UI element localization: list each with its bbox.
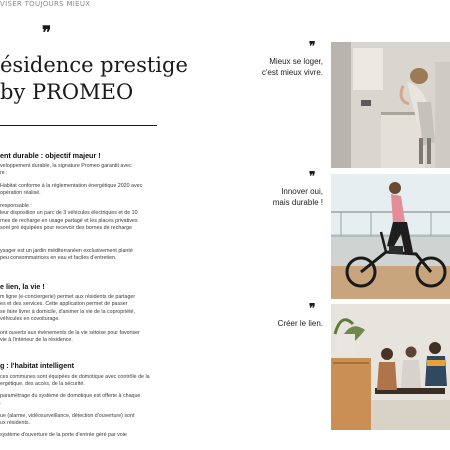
text-line: ont ouverts aux évènements de la vie sétoise pour favoriser	[0, 330, 140, 336]
quote-line: Innover oui,	[281, 187, 323, 196]
section-paragraph	[0, 203, 138, 233]
text-line: véhicules en covoiturage.	[0, 316, 60, 323]
quote-line: Mieux se loger,	[269, 57, 323, 66]
text-line: système d'ouverture de la porte d'entrée géré par voie	[0, 432, 127, 438]
header-tagline: VISER TOUJOURS MIEUX	[0, 0, 91, 8]
quote-mark-icon: ❞	[309, 169, 316, 183]
section-paragraph	[0, 393, 140, 408]
quote-line: Créer le lien.	[277, 319, 323, 328]
text-line: es et des services. Cette application permet de passer	[0, 301, 128, 308]
text-line: opération réalisé.	[0, 190, 41, 197]
quote-mark-icon: ❞	[309, 39, 316, 53]
quote-line: mais durable !	[272, 198, 323, 207]
text-line: paramétrage du système de domotique est offerte à chaque	[0, 393, 141, 399]
text-line: .	[0, 400, 2, 407]
text-line: ux résidents.	[0, 420, 31, 427]
quote-line: c'est mieux vivre.	[261, 68, 323, 77]
text-line: sont pré équipées pour recevoir des bornes de recharge	[0, 225, 132, 232]
text-line: peu consommatrices en eau et faciles d'entretien.	[0, 255, 117, 262]
quote-text	[163, 56, 323, 78]
text-line: rnes de recharge en usage partagé et les places privatives	[0, 217, 138, 224]
couple-dancing-kitchen-photo	[331, 42, 450, 168]
quote-text	[163, 186, 323, 208]
section-paragraph	[0, 183, 142, 198]
text-line: ysager est un jardin méditerranéen exclusivement planté	[0, 248, 133, 254]
section-heading: ent durable : objectif majeur !	[0, 151, 101, 160]
quote-mark-icon: ❞	[42, 23, 52, 43]
title-divider	[0, 125, 157, 126]
text-line: se faire livrer à domicile, d'animer la vie de la copropriété,	[0, 308, 135, 315]
section-paragraph	[0, 413, 134, 428]
text-line: leur disposition un parc de 3 véhicules électriques et de 10	[0, 210, 138, 217]
section-paragraph	[0, 330, 140, 345]
text-line: m ligne (e-conciergerie) permet aux résidents de partager	[0, 294, 136, 300]
section-paragraph	[0, 248, 133, 263]
page-title-line2: by PROMEO	[0, 80, 134, 104]
section-paragraph	[0, 163, 132, 178]
section-heading: g : l'habitat intelligent	[0, 361, 74, 370]
friends-in-living-room-photo	[331, 304, 450, 430]
text-line: ces communes sont équipées de domotique avec contrôle de la	[0, 374, 150, 380]
text-line: veloppement durable, la signature Promeo garantit avec	[0, 163, 132, 169]
text-line: responsable :	[0, 203, 32, 209]
section-heading: e lien, la vie !	[0, 282, 45, 291]
quote-mark-icon: ❞	[309, 301, 316, 315]
text-line: ue (alarme, vidéosurveillance, détection d'ouverture) sont	[0, 413, 135, 419]
section-paragraph	[0, 374, 150, 389]
woman-on-electric-bike-photo	[331, 174, 450, 299]
section-paragraph	[0, 294, 135, 324]
quote-text	[163, 318, 323, 329]
text-line: Habitat conforme à la réglementation énergétique 2020 avec	[0, 183, 143, 189]
text-line: re :	[0, 170, 8, 177]
text-line: vie à l'intérieur de la résidence.	[0, 337, 73, 344]
text-line: ergétique, des accès, de la sécurité.	[0, 381, 85, 388]
section-paragraph	[0, 432, 127, 439]
page-title-line1: ésidence prestige	[0, 53, 188, 77]
